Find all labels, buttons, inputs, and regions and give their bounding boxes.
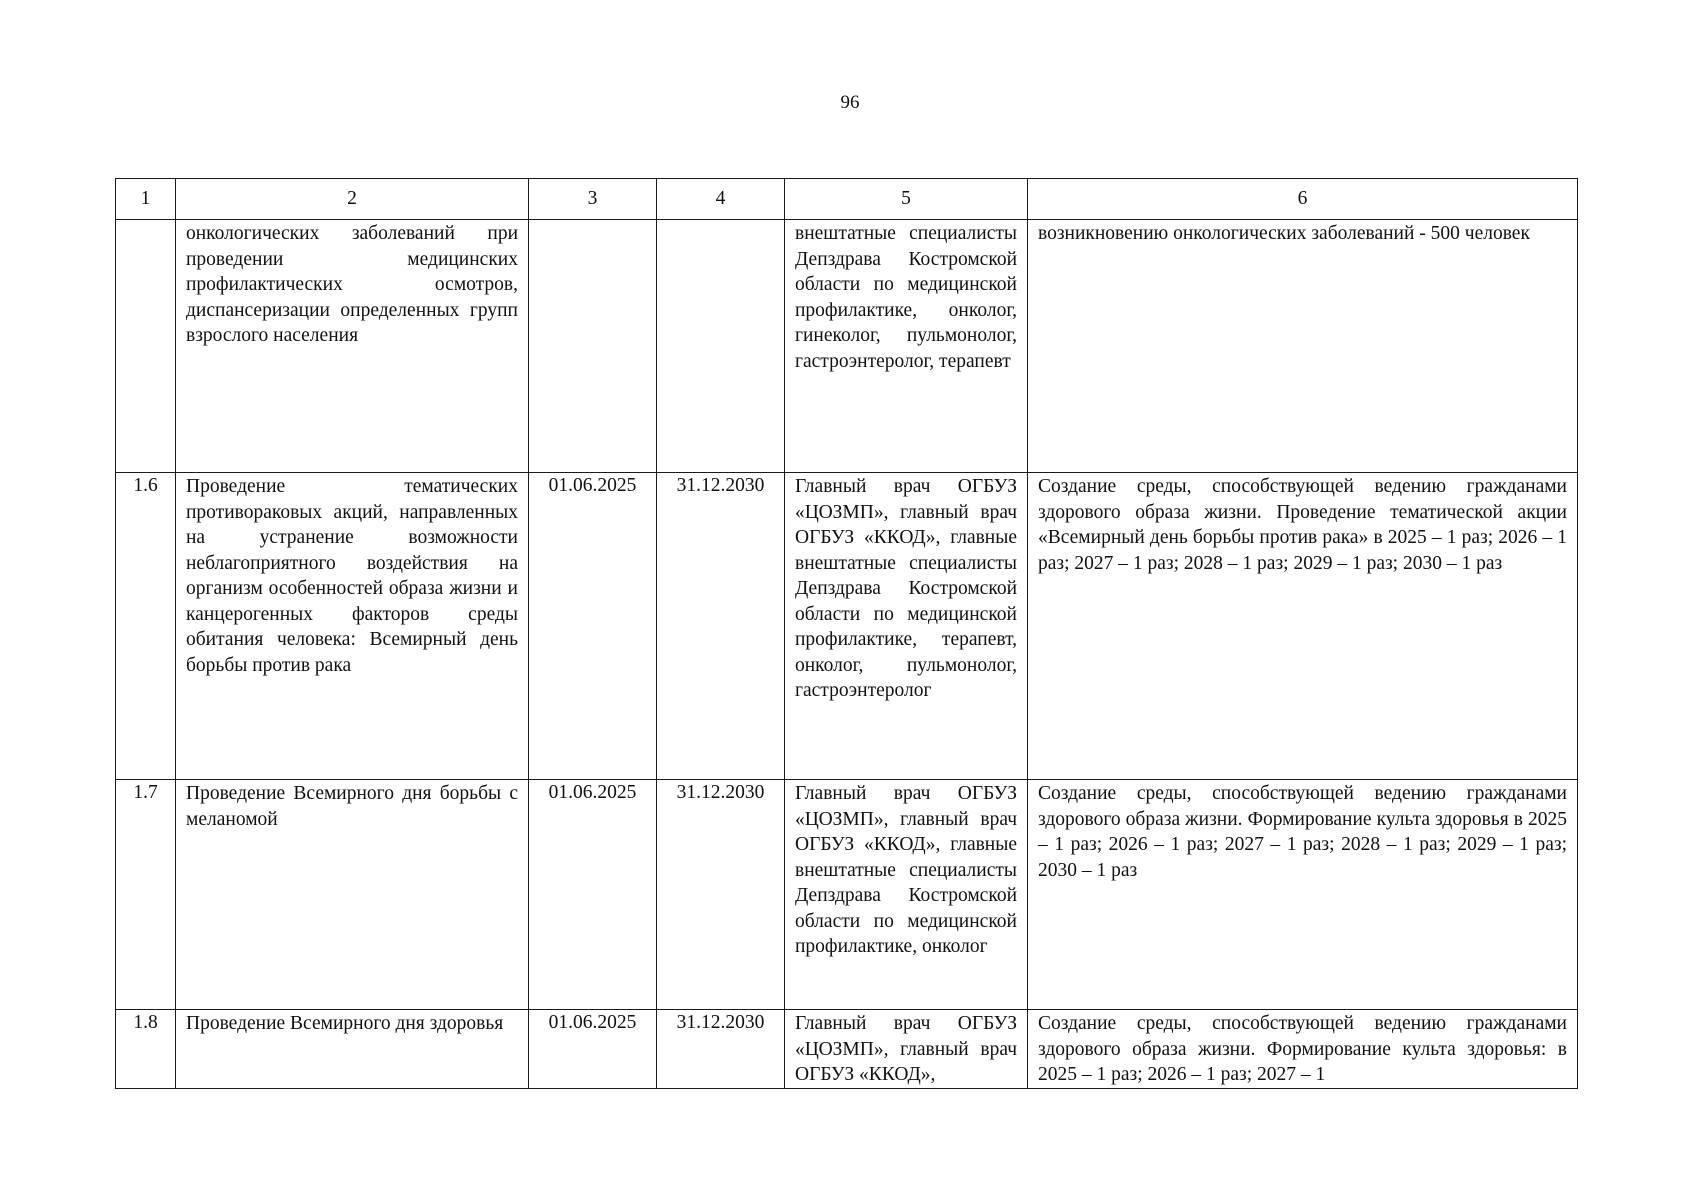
responsible-cell: Главный врач ОГБУЗ «ЦОЗМП», главный врач ОГБУЗ «ККОД»,	[785, 1010, 1028, 1089]
column-header: 1	[116, 179, 176, 220]
start-date-cell: 01.06.2025	[529, 1010, 657, 1089]
result-cell: Создание среды, способствующей ведению гражданами здорового образа жизни. Формирование культа здоровья в 2025 – 1 раз; 2026 – 1 раз; 2027 – 1 раз; 2028 – 1 раз; 2029 – 1 раз; 2030 – 1 раз	[1028, 780, 1578, 1010]
event-cell: Проведение Всемирного дня здоровья	[176, 1010, 529, 1089]
column-header: 6	[1028, 179, 1578, 220]
table-header-row	[116, 179, 1578, 220]
start-date-cell: 01.06.2025	[529, 780, 657, 1010]
column-header: 3	[529, 179, 657, 220]
row-number-cell: 1.6	[116, 473, 176, 780]
event-cell: онкологических заболеваний при проведении медицинских профилактических осмотров, диспансеризации определенных групп взрослого населения	[176, 220, 529, 473]
end-date-cell: 31.12.2030	[657, 780, 785, 1010]
activities-table	[115, 178, 1578, 1089]
responsible-cell: внештатные специалисты Депздрава Костромской области по медицинской профилактике, онколог, гинеколог, пульмонолог, гастроэнтеролог, терапевт	[785, 220, 1028, 473]
table-row	[116, 780, 1578, 1010]
result-cell: Создание среды, способствующей ведению гражданами здорового образа жизни. Проведение тематической акции «Всемирный день борьбы против рака» в 2025 – 1 раз; 2026 – 1 раз; 2027 – 1 раз; 2028 – 1 раз; 2029 – 1 раз; 2030 – 1 раз	[1028, 473, 1578, 780]
responsible-cell: Главный врач ОГБУЗ «ЦОЗМП», главный врач ОГБУЗ «ККОД», главные внештатные специалисты Депздрава Костромской области по медицинской профилактике, терапевт, онколог, пульмонолог, гастроэнтеролог	[785, 473, 1028, 780]
end-date-cell: 31.12.2030	[657, 473, 785, 780]
event-cell: Проведение Всемирного дня борьбы с меланомой	[176, 780, 529, 1010]
result-cell: возникновению онкологических заболеваний - 500 человек	[1028, 220, 1578, 473]
result-cell: Создание среды, способствующей ведению гражданами здорового образа жизни. Формирование культа здоровья: в 2025 – 1 раз; 2026 – 1 раз; 2027 – 1	[1028, 1010, 1578, 1089]
row-number-cell	[116, 220, 176, 473]
table-row	[116, 220, 1578, 473]
column-header: 4	[657, 179, 785, 220]
end-date-cell	[657, 220, 785, 473]
row-number-cell: 1.7	[116, 780, 176, 1010]
page-number: 96	[840, 92, 860, 113]
start-date-cell: 01.06.2025	[529, 473, 657, 780]
end-date-cell: 31.12.2030	[657, 1010, 785, 1089]
table-row	[116, 1010, 1578, 1089]
table-row	[116, 473, 1578, 780]
event-cell: Проведение тематических противораковых акций, направленных на устранение возможности неблагоприятного воздействия на организм особенностей образа жизни и канцерогенных факторов среды обитания человека: Всемирный день борьбы против рака	[176, 473, 529, 780]
column-header: 2	[176, 179, 529, 220]
row-number-cell: 1.8	[116, 1010, 176, 1089]
responsible-cell: Главный врач ОГБУЗ «ЦОЗМП», главный врач ОГБУЗ «ККОД», главные внештатные специалисты Депздрава Костромской области по медицинской профилактике, онколог	[785, 780, 1028, 1010]
column-header: 5	[785, 179, 1028, 220]
start-date-cell	[529, 220, 657, 473]
